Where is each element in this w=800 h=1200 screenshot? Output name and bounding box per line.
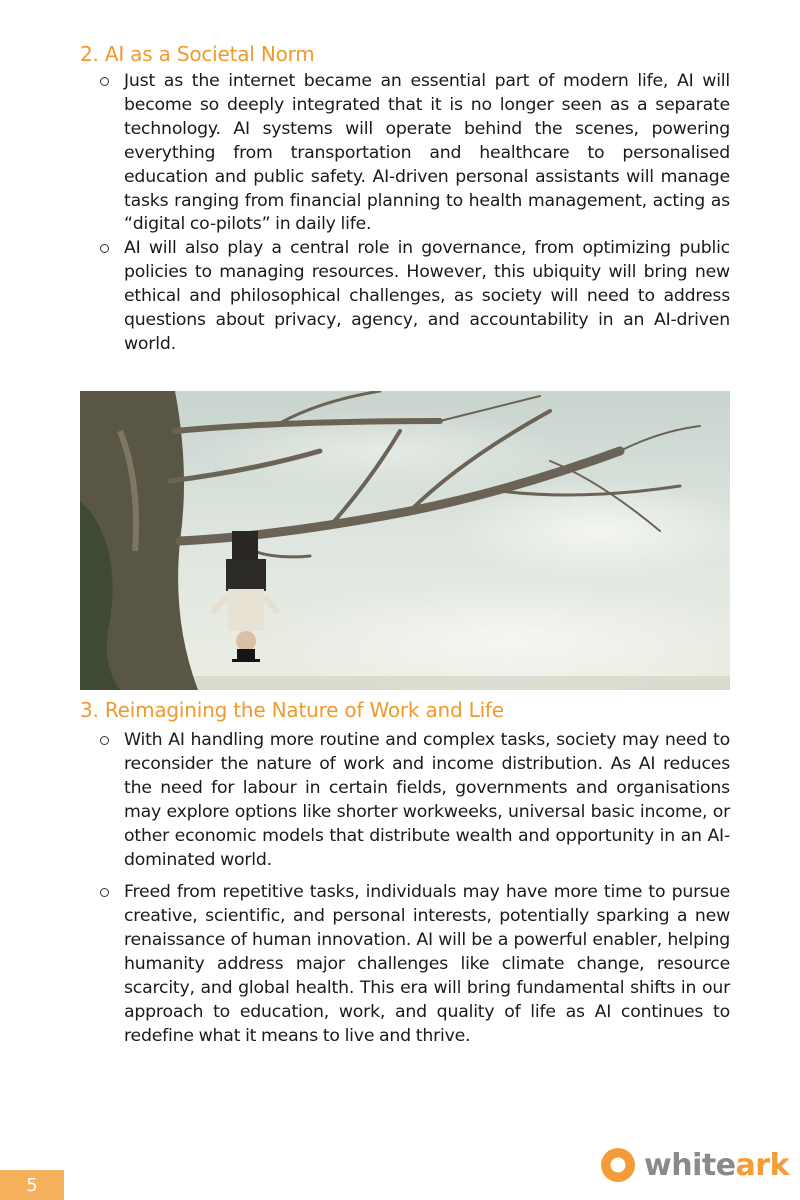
ring-logo-icon xyxy=(598,1145,638,1185)
bullet-list xyxy=(100,729,730,1049)
list-item xyxy=(100,237,730,357)
upside-down-man-tree-photo xyxy=(80,391,730,690)
hollow-bullet-icon xyxy=(100,888,109,897)
section-heading-reimagining-work: 3. Reimagining the Nature of Work and Life xyxy=(80,698,504,722)
hollow-bullet-icon xyxy=(100,736,109,745)
hollow-bullet-icon xyxy=(100,244,109,253)
logo-text-white: white xyxy=(644,1147,736,1183)
section-heading-ai-societal-norm: 2. AI as a Societal Norm xyxy=(80,42,315,66)
list-item-text: Freed from repetitive tasks, individuals may have more time to pursue creative, scientific, and personal interests, potentially sparking a new renaissance of human innovation. AI will be a powerful enabler, helping humanity address major challenges like climate change, resource scarcity, and global health. This era will bring fundamental shifts in our approach to education, work, and quality of life as AI continues to redefine what it means to live and thrive. xyxy=(124,882,730,1046)
list-item xyxy=(100,729,730,872)
hollow-bullet-icon xyxy=(100,77,109,86)
logo-text-ark: ark xyxy=(735,1147,790,1183)
list-item-text: With AI handling more routine and complex tasks, society may need to reconsider the nature of work and income distribution. As AI reduces the need for labour in certain fields, governments and organisations may explore options like shorter workweeks, universal basic income, or other economic models that distribute wealth and opportunity in an AI-dominated world. xyxy=(124,730,730,870)
bullet-list xyxy=(100,70,730,357)
list-item-text: AI will also play a central role in governance, from optimizing public policies to managing resources. However, this ubiquity will bring new ethical and philosophical challenges, as society will need to address questions about privacy, agency, and accountability in an AI-driven world. xyxy=(124,238,730,354)
list-item-text: Just as the internet became an essential part of modern life, AI will become so deeply integrated that it is no longer seen as a separate technology. AI systems will operate behind the scenes, powering everything from transportation and healthcare to personalised education and public safety. AI-driven personal assistants will manage tasks ranging from financial planning to health management, acting as “digital co-pilots” in daily life. xyxy=(124,71,730,235)
list-item xyxy=(100,70,730,237)
page-number-badge: 5 xyxy=(0,1170,64,1200)
list-item xyxy=(100,881,730,1048)
whiteark-logo xyxy=(598,1140,789,1190)
